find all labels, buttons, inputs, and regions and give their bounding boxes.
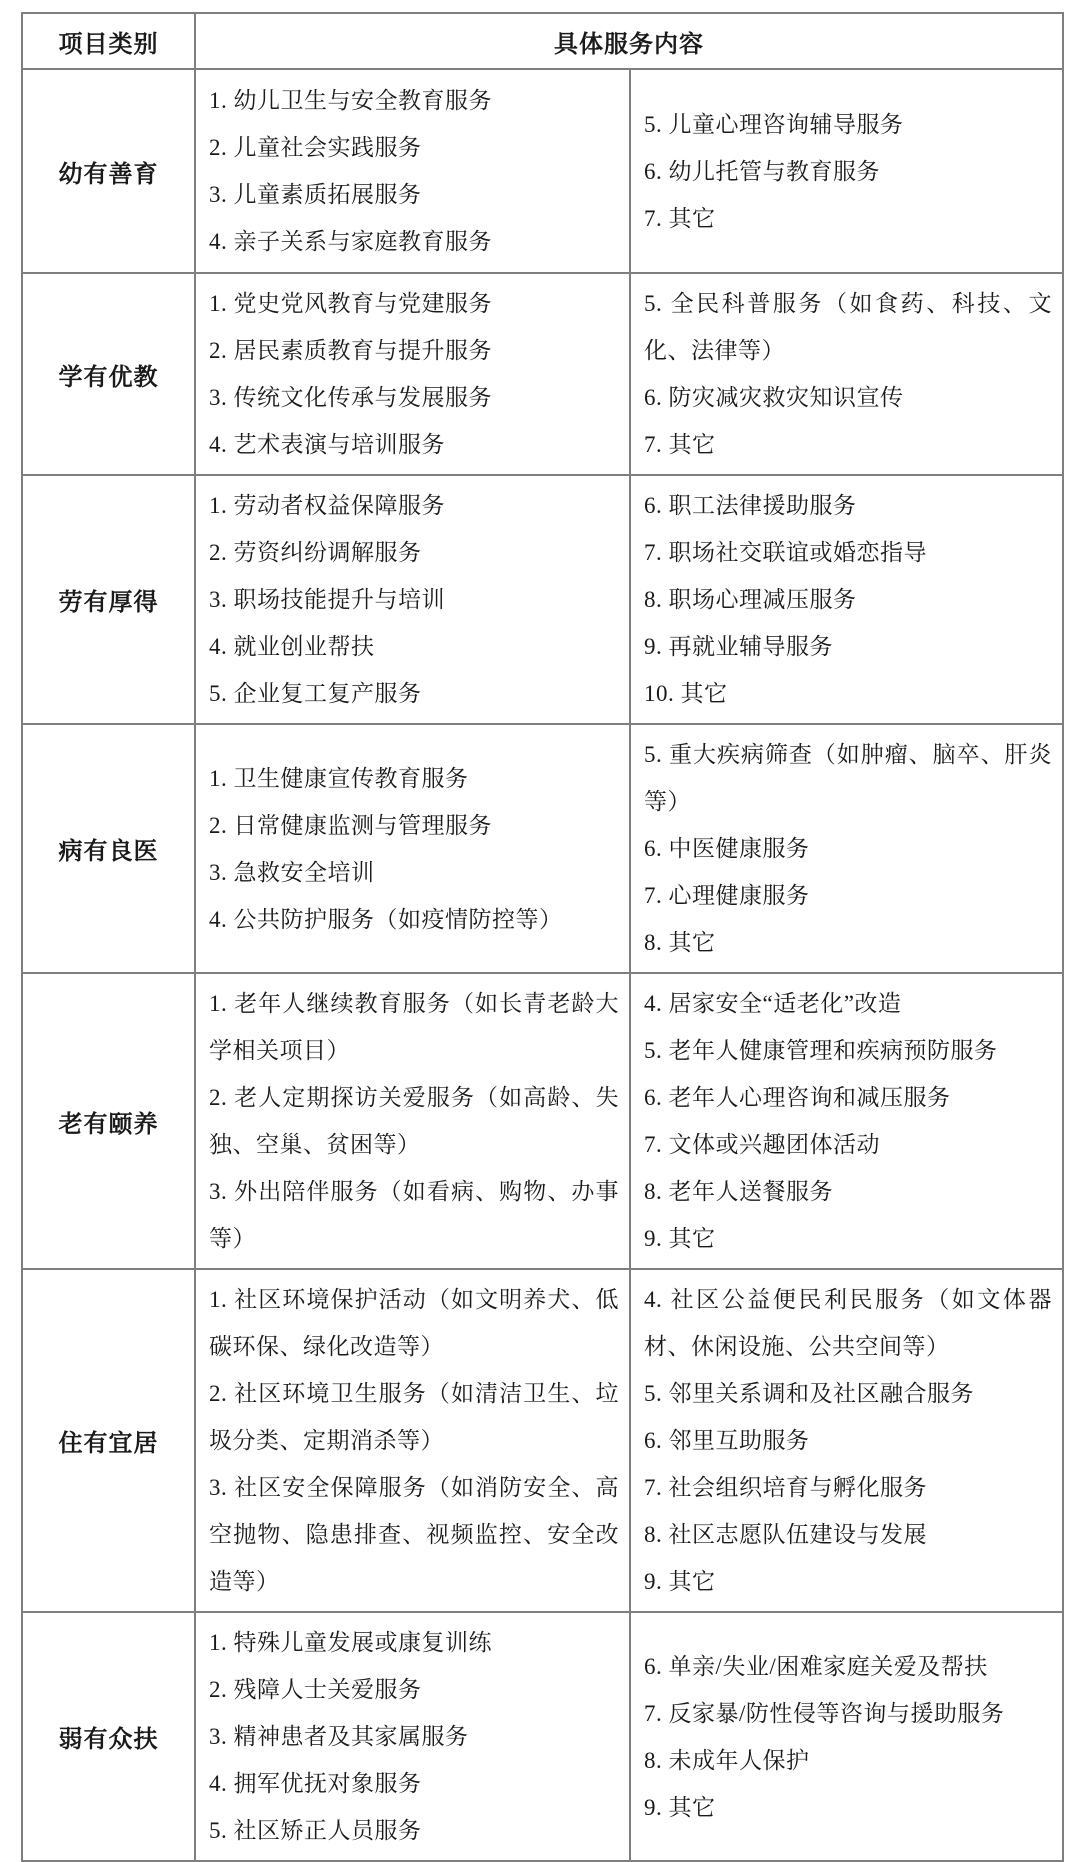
service-items-left bbox=[195, 724, 630, 973]
service-item: 7. 其它 bbox=[644, 432, 716, 457]
service-item: 1. 卫生健康宣传教育服务 bbox=[209, 765, 469, 791]
service-item: 9. 其它 bbox=[644, 1794, 716, 1820]
service-items-right bbox=[630, 1269, 1063, 1612]
category-cell: 病有良医 bbox=[22, 724, 195, 973]
column-header-content: 具体服务内容 bbox=[195, 13, 1063, 69]
service-item: 4. 亲子关系与家庭教育服务 bbox=[209, 229, 492, 254]
table-row-labor-reward bbox=[22, 475, 1063, 724]
service-item: 9. 其它 bbox=[644, 1569, 716, 1594]
service-item: 5. 老年人健康管理和疾病预防服务 bbox=[644, 1038, 998, 1063]
service-item: 5. 社区矫正人员服务 bbox=[209, 1818, 422, 1843]
service-item: 9. 其它 bbox=[644, 1226, 716, 1251]
service-items-left bbox=[195, 273, 630, 475]
service-item: 2. 居民素质教育与提升服务 bbox=[209, 338, 492, 363]
service-item: 6. 职工法律援助服务 bbox=[644, 493, 857, 518]
service-item: 1. 幼儿卫生与安全教育服务 bbox=[209, 88, 492, 113]
service-item: 8. 老年人送餐服务 bbox=[644, 1179, 833, 1204]
service-item: 3. 社区安全保障服务（如消防安全、高空抛物、隐患排查、视频监控、安全改造等） bbox=[209, 1475, 619, 1594]
service-item: 5. 邻里关系调和及社区融合服务 bbox=[644, 1381, 974, 1406]
column-header-category: 项目类别 bbox=[22, 13, 195, 69]
service-item: 2. 劳资纠纷调解服务 bbox=[209, 540, 422, 565]
service-item: 3. 儿童素质拓展服务 bbox=[209, 182, 422, 207]
service-item: 7. 社会组织培育与孵化服务 bbox=[644, 1475, 927, 1500]
service-items-right bbox=[630, 1612, 1063, 1861]
table-row-medical-care bbox=[22, 724, 1063, 973]
table-row-livable-housing bbox=[22, 1269, 1063, 1612]
service-item: 5. 儿童心理咨询辅导服务 bbox=[644, 111, 904, 137]
service-table bbox=[21, 12, 1064, 1862]
service-item: 2. 日常健康监测与管理服务 bbox=[209, 812, 492, 838]
service-items-left bbox=[195, 69, 630, 273]
service-item: 1. 特殊儿童发展或康复训练 bbox=[209, 1630, 492, 1655]
table-row-elderly-care bbox=[22, 973, 1063, 1269]
service-items-right bbox=[630, 475, 1063, 724]
service-item: 5. 重大疾病筛查（如肿瘤、脑卒、肝炎等） bbox=[644, 742, 1052, 814]
service-item: 2. 儿童社会实践服务 bbox=[209, 135, 422, 160]
service-item: 2. 老人定期探访关爱服务（如高龄、失独、空巢、贫困等） bbox=[209, 1085, 619, 1157]
service-items-right bbox=[630, 973, 1063, 1269]
service-item: 3. 职场技能提升与培训 bbox=[209, 587, 445, 612]
service-item: 5. 企业复工复产服务 bbox=[209, 681, 422, 706]
service-item: 5. 全民科普服务（如食药、科技、文化、法律等） bbox=[644, 291, 1052, 363]
service-item: 7. 文体或兴趣团体活动 bbox=[644, 1132, 880, 1157]
category-cell: 学有优教 bbox=[22, 273, 195, 475]
service-item: 1. 党史党风教育与党建服务 bbox=[209, 291, 492, 316]
category-cell: 弱有众扶 bbox=[22, 1612, 195, 1861]
service-item: 2. 社区环境卫生服务（如清洁卫生、垃圾分类、定期消杀等） bbox=[209, 1381, 619, 1453]
service-item: 8. 未成年人保护 bbox=[644, 1747, 810, 1773]
category-cell: 住有宜居 bbox=[22, 1269, 195, 1612]
service-item: 4. 拥军优抚对象服务 bbox=[209, 1771, 422, 1796]
service-items-left bbox=[195, 475, 630, 724]
service-item: 3. 急救安全培训 bbox=[209, 859, 375, 885]
category-cell: 老有颐养 bbox=[22, 973, 195, 1269]
table-header-row bbox=[22, 13, 1063, 69]
service-item: 4. 艺术表演与培训服务 bbox=[209, 432, 445, 457]
service-item: 6. 邻里互助服务 bbox=[644, 1428, 810, 1453]
category-cell: 劳有厚得 bbox=[22, 475, 195, 724]
service-item: 9. 再就业辅导服务 bbox=[644, 634, 833, 659]
service-item: 2. 残障人士关爱服务 bbox=[209, 1677, 422, 1702]
service-item: 6. 幼儿托管与教育服务 bbox=[644, 158, 880, 184]
table-row-quality-education bbox=[22, 273, 1063, 475]
service-item: 4. 就业创业帮扶 bbox=[209, 634, 375, 659]
service-item: 6. 老年人心理咨询和减压服务 bbox=[644, 1085, 951, 1110]
service-item: 3. 传统文化传承与发展服务 bbox=[209, 385, 492, 410]
service-items-right bbox=[630, 273, 1063, 475]
service-item: 1. 老年人继续教育服务（如长青老龄大学相关项目） bbox=[209, 991, 619, 1063]
table-row-weak-support bbox=[22, 1612, 1063, 1861]
service-item: 6. 中医健康服务 bbox=[644, 836, 810, 861]
service-item: 1. 劳动者权益保障服务 bbox=[209, 493, 445, 518]
service-item: 7. 心理健康服务 bbox=[644, 883, 810, 908]
service-items-left bbox=[195, 1269, 630, 1612]
service-item: 8. 其它 bbox=[644, 930, 716, 955]
service-item: 8. 社区志愿队伍建设与发展 bbox=[644, 1522, 927, 1547]
service-items-right bbox=[630, 69, 1063, 273]
service-item: 3. 精神患者及其家属服务 bbox=[209, 1724, 469, 1749]
service-item: 6. 防灾减灾救灾知识宣传 bbox=[644, 385, 904, 410]
service-item: 7. 反家暴/防性侵等咨询与援助服务 bbox=[644, 1700, 1005, 1726]
service-item: 10. 其它 bbox=[644, 681, 728, 706]
service-items-left bbox=[195, 973, 630, 1269]
service-item: 7. 其它 bbox=[644, 205, 716, 231]
service-items-left bbox=[195, 1612, 630, 1861]
service-item: 4. 公共防护服务（如疫情防控等） bbox=[209, 906, 563, 932]
service-item: 6. 单亲/失业/困难家庭关爱及帮扶 bbox=[644, 1653, 988, 1679]
service-item: 4. 社区公益便民利民服务（如文体器材、休闲设施、公共空间等） bbox=[644, 1287, 1052, 1359]
service-item: 8. 职场心理减压服务 bbox=[644, 587, 857, 612]
service-item: 3. 外出陪伴服务（如看病、购物、办事等） bbox=[209, 1179, 619, 1251]
category-cell: 幼有善育 bbox=[22, 69, 195, 273]
service-items-right bbox=[630, 724, 1063, 973]
service-item: 1. 社区环境保护活动（如文明养犬、低碳环保、绿化改造等） bbox=[209, 1287, 619, 1359]
table-row-young-nurture bbox=[22, 69, 1063, 273]
service-item: 7. 职场社交联谊或婚恋指导 bbox=[644, 540, 927, 565]
service-item: 4. 居家安全“适老化”改造 bbox=[644, 991, 902, 1016]
